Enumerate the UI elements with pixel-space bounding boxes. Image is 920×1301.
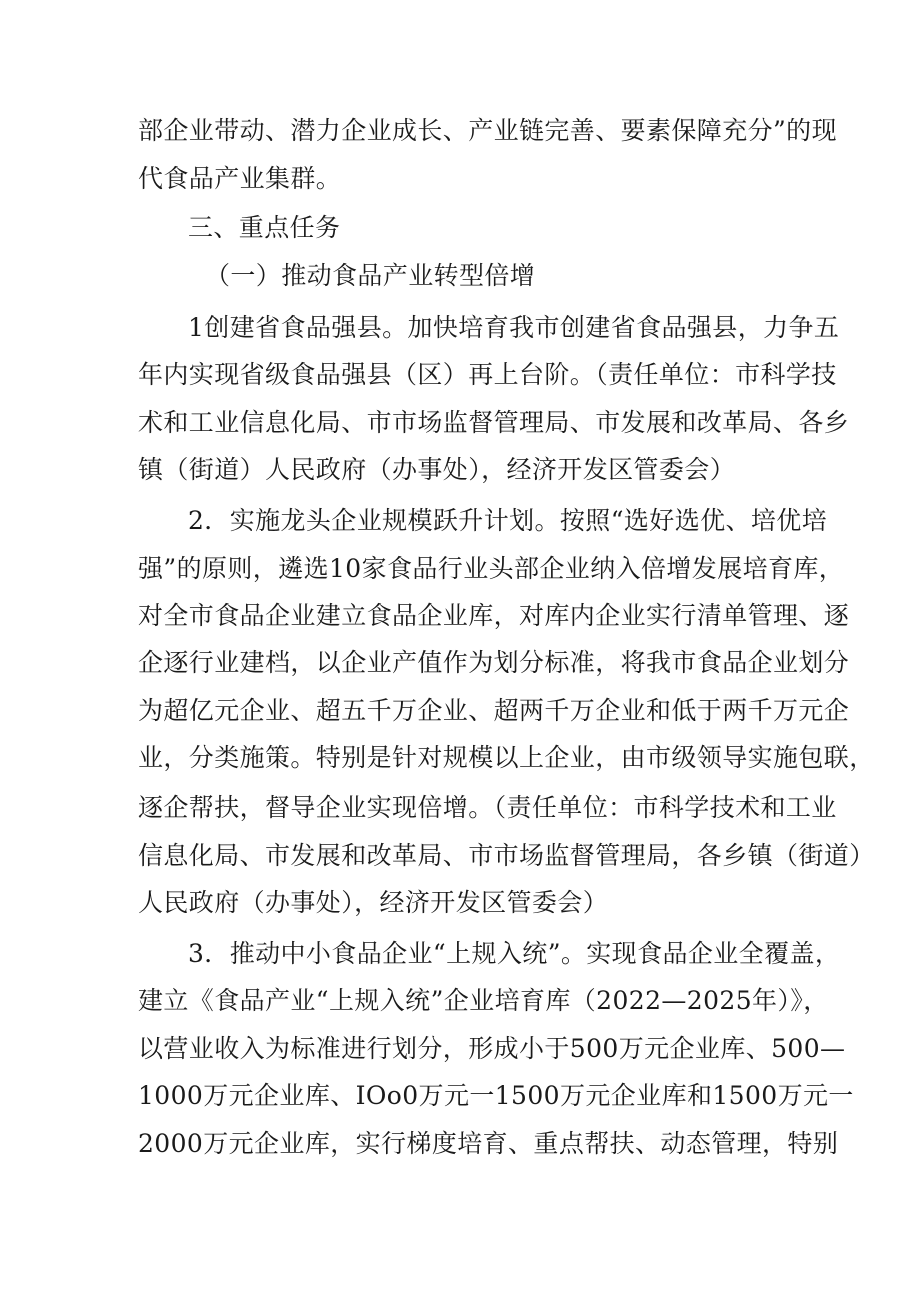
paragraph-line: 2．实施龙头企业规模跃升计划。按照“选好选优、培优培 xyxy=(188,506,828,535)
subsection-heading: （一）推动食品产业转型倍增 xyxy=(205,261,536,290)
paragraph-line: 强”的原则，遴选10家食品行业头部企业纳入倍增发展培育库， xyxy=(138,554,845,583)
paragraph-line: 对全市食品企业建立食品企业库，对库内企业实行清单管理、逐 xyxy=(138,601,850,630)
paragraph-line: 以营业收入为标准进行划分，形成小于500万元企业库、500— xyxy=(138,1034,846,1063)
paragraph-line: 术和工业信息化局、市市场监督管理局、市发展和改革局、各乡 xyxy=(138,408,850,437)
paragraph-line: 逐企帮扶，督导企业实现倍增。（责任单位：市科学技术和工业 xyxy=(138,793,837,822)
paragraph-line: 业，分类施策。特别是针对规模以上企业，由市级领导实施包联， xyxy=(138,743,875,772)
paragraph-line: 信息化局、市发展和改革局、市市场监督管理局，各乡镇（街道） xyxy=(138,841,875,870)
paragraph-line: 年内实现省级食品强县（区）再上台阶。（责任单位：市科学技 xyxy=(138,360,837,389)
paragraph-line: 2000万元企业库，实行梯度培育、重点帮扶、动态管理，特别 xyxy=(138,1129,839,1158)
paragraph-line: 镇（街道）人民政府（办事处），经济开发区管委会） xyxy=(138,455,736,484)
paragraph-line: 为超亿元企业、超五千万企业、超两千万企业和低于两千万元企 xyxy=(138,696,850,725)
paragraph-line: 代食品产业集群。 xyxy=(138,164,342,193)
paragraph-line: 企逐行业建档，以企业产值作为划分标准，将我市食品企业划分 xyxy=(138,648,850,677)
paragraph-line: 人民政府（办事处），经济开发区管委会） xyxy=(138,888,609,917)
paragraph-line: 3．推动中小食品企业“上规入统”。实现食品企业全覆盖， xyxy=(188,939,841,968)
paragraph-line: 1创建省食品强县。加快培育我市创建省食品强县，力争五 xyxy=(188,313,840,342)
section-heading: 三、重点任务 xyxy=(188,213,341,242)
paragraph-line: 部企业带动、潜力企业成长、产业链完善、要素保障充分”的现 xyxy=(138,116,837,145)
paragraph-line: 建立《食品产业“上规入统”企业培育库（2022—2025年）》， xyxy=(138,986,829,1015)
paragraph-line: 1000万元企业库、IOo0万元一1500万元企业库和1500万元一 xyxy=(138,1081,854,1110)
